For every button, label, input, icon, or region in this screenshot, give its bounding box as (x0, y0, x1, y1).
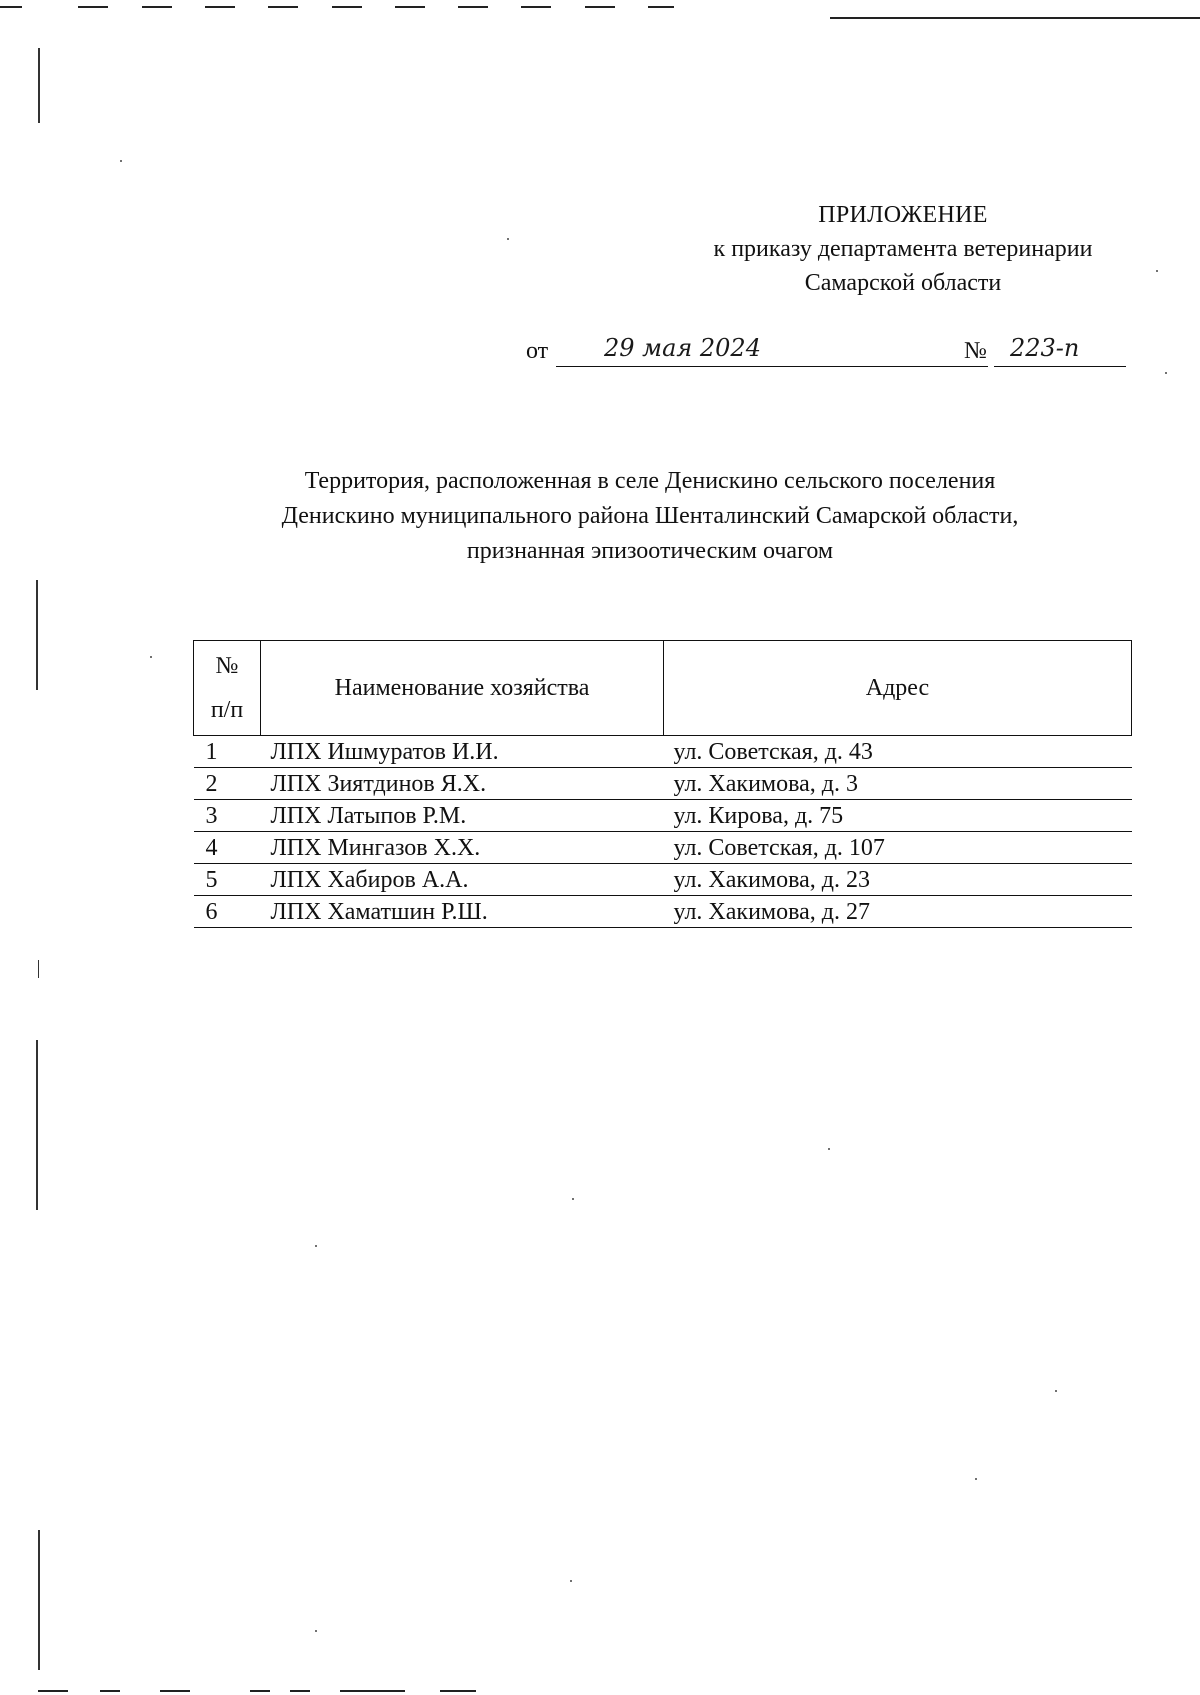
row-household-name: ЛПХ Хабиров А.А. (261, 864, 664, 896)
row-number: 2 (194, 768, 261, 800)
heading-line-3: признанная эпизоотическим очагом (466, 538, 834, 564)
scan-edge (36, 580, 38, 690)
scan-edge (38, 960, 39, 978)
scan-dash (205, 6, 235, 8)
row-address: ул. Хакимова, д. 23 (664, 864, 1132, 896)
table-row (194, 736, 1132, 768)
scan-speck (975, 1478, 977, 1480)
scan-speck (572, 1198, 574, 1200)
appendix-title: ПРИЛОЖЕНИЕ (818, 202, 988, 228)
row-number: 4 (194, 832, 261, 864)
row-address: ул. Советская, д. 43 (664, 736, 1132, 768)
appendix-line-2: Самарской области (804, 270, 1002, 296)
row-household-name: ЛПХ Ишмуратов И.И. (261, 736, 664, 768)
date-underline (556, 366, 988, 367)
order-number-label: № (964, 338, 987, 364)
scan-dash (142, 6, 172, 8)
document-heading (200, 464, 1100, 569)
row-address: ул. Советская, д. 107 (664, 832, 1132, 864)
scan-speck (315, 1630, 317, 1632)
row-household-name: ЛПХ Латыпов Р.М. (261, 800, 664, 832)
table-row (194, 896, 1132, 928)
row-number: 5 (194, 864, 261, 896)
scan-dash (395, 6, 425, 8)
scan-dash (521, 6, 551, 8)
scan-speck (570, 1580, 572, 1582)
scan-speck (507, 238, 509, 240)
scan-speck (120, 160, 122, 162)
table-row (194, 768, 1132, 800)
scan-line (830, 17, 1200, 19)
scan-speck (150, 656, 152, 658)
scan-speck (1165, 372, 1167, 374)
scan-dash (585, 6, 615, 8)
header-household-name: Наименование хозяйства (261, 641, 664, 736)
scan-dash (100, 1690, 120, 1692)
row-number: 6 (194, 896, 261, 928)
scan-dash (440, 1690, 476, 1692)
table-row (194, 864, 1132, 896)
households-table (193, 640, 1132, 928)
row-address: ул. Кирова, д. 75 (664, 800, 1132, 832)
row-household-name: ЛПХ Мингазов Х.Х. (261, 832, 664, 864)
row-address: ул. Хакимова, д. 3 (664, 768, 1132, 800)
row-address: ул. Хакимова, д. 27 (664, 896, 1132, 928)
scan-dash (290, 1690, 310, 1692)
scan-dash (250, 1690, 270, 1692)
order-date-handwritten: 29 мая 2024 (604, 334, 761, 362)
header-number (194, 641, 261, 736)
scan-speck (828, 1148, 830, 1150)
row-number: 1 (194, 736, 261, 768)
header-number-symbol: № (215, 653, 239, 679)
order-from-label: от (526, 338, 549, 364)
table-header-row (194, 641, 1132, 736)
scan-dash (38, 1690, 68, 1692)
appendix-block (680, 198, 1126, 300)
header-address: Адрес (664, 641, 1132, 736)
scan-dash (160, 1690, 190, 1692)
heading-line-2: Денискино муниципального района Шенталинский Самарской области, (281, 503, 1019, 529)
scan-speck (315, 1245, 317, 1247)
table-row (194, 832, 1132, 864)
order-line (526, 334, 1126, 368)
order-number-handwritten: 223-п (1010, 334, 1080, 362)
row-number: 3 (194, 800, 261, 832)
scan-dash (332, 6, 362, 8)
row-household-name: ЛПХ Хаматшин Р.Ш. (261, 896, 664, 928)
scan-dash (648, 6, 674, 8)
scan-dash (0, 6, 22, 8)
scan-dash (458, 6, 488, 8)
scan-edge (36, 1040, 38, 1210)
number-underline (994, 366, 1126, 367)
heading-line-1: Территория, расположенная в селе Денискино сельского поселения (304, 468, 996, 494)
table-row (194, 800, 1132, 832)
row-household-name: ЛПХ Зиятдинов Я.Х. (261, 768, 664, 800)
scan-speck (1156, 270, 1158, 272)
header-number-pp: п/п (210, 697, 244, 723)
scan-dash (268, 6, 298, 8)
scan-speck (1055, 1390, 1057, 1392)
scan-edge (38, 1530, 40, 1670)
scan-dash (78, 6, 108, 8)
appendix-line-1: к приказу департамента ветеринарии (713, 236, 1093, 262)
scan-edge (38, 48, 40, 123)
scan-dash (340, 1690, 405, 1692)
